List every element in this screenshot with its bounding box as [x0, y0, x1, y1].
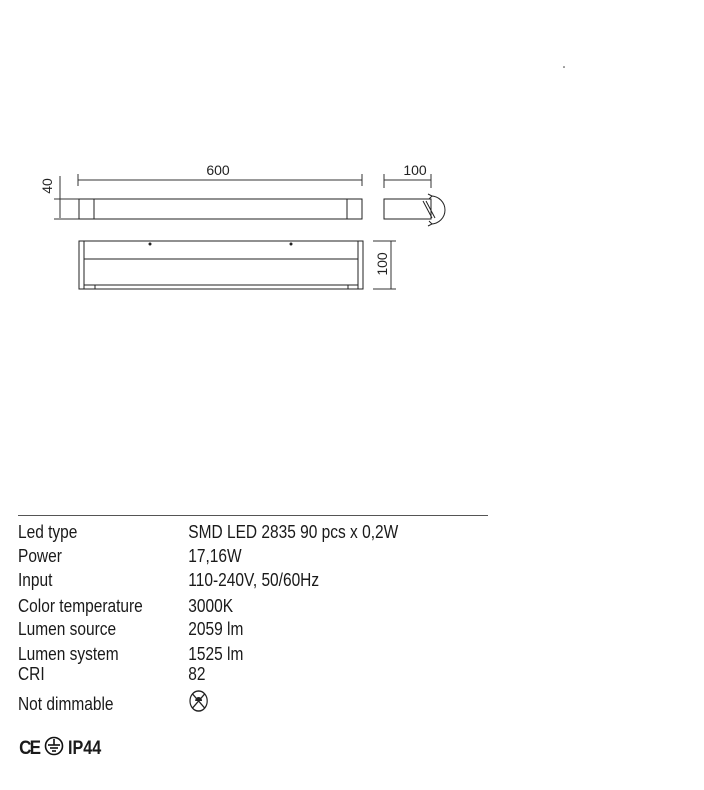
top-view-bar — [79, 199, 362, 219]
spec-label: Input — [18, 570, 53, 590]
spec-row-lumen-system — [18, 644, 422, 664]
spec-row-not-dimmable — [18, 689, 422, 719]
spec-value: SMD LED 2835 90 pcs x 0,2W — [188, 522, 399, 542]
spec-label: Color temperature — [18, 596, 143, 616]
side-view — [384, 194, 445, 226]
spec-value: 1525 lm — [188, 644, 244, 664]
ip-rating: IP44 — [68, 737, 102, 759]
height-dimension-front-label: 100 — [374, 252, 390, 276]
width-dimension-label: 600 — [206, 162, 230, 178]
spec-value: 17,16W — [188, 546, 242, 566]
spec-label: Power — [18, 546, 62, 566]
spec-row-color-temperature — [18, 596, 422, 616]
spec-value: 82 — [188, 664, 206, 684]
spec-row-led-type — [18, 520, 422, 544]
spec-row-lumen-source — [18, 619, 422, 639]
technical-drawing — [0, 0, 704, 330]
spec-label: Lumen system — [18, 644, 119, 664]
spec-table — [18, 515, 488, 719]
spec-value: 3000K — [188, 596, 234, 616]
spec-label: CRI — [18, 664, 45, 684]
not-dimmable-icon — [188, 689, 209, 719]
spec-row-input — [18, 568, 422, 592]
depth-dimension-label: 100 — [403, 162, 427, 178]
spec-value: 2059 lm — [188, 619, 244, 639]
spec-row-power — [18, 544, 422, 568]
front-view — [79, 241, 363, 289]
spec-label: Lumen source — [18, 619, 117, 639]
ce-mark-icon: CE — [19, 737, 40, 759]
height-dimension-side — [54, 176, 80, 219]
height-dimension-side-label: 40 — [39, 178, 55, 194]
earth-ground-icon — [44, 736, 64, 761]
certification-marks — [18, 736, 108, 761]
spec-label: Led type — [18, 522, 78, 542]
spec-value: 110-240V, 50/60Hz — [188, 570, 320, 590]
spec-row-cri — [18, 664, 422, 684]
spec-label: Not dimmable — [18, 694, 114, 714]
